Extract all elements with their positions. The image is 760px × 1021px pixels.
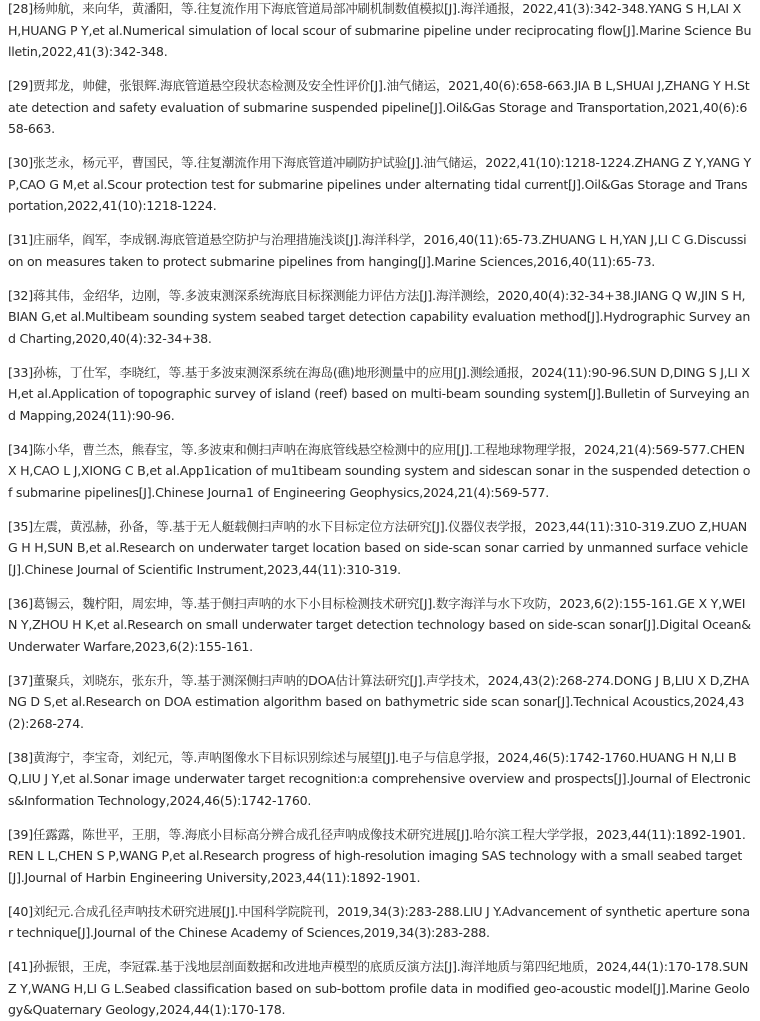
reference-number: [37]	[8, 672, 33, 688]
reference-text: 孙振银，王虎，李冠霖.基于浅地层剖面数据和改进地声模型的底质反演方法[J].海洋地质与第四纪地质，2024,44(1):170-178.SUN Z Y,WANG H,LI G L.Seabed classification based on sub-bottom profile data in modified geo-acoustic model[J].Marine Geology&Quaternary Geology,2024,44(1):170-178.	[8, 959, 750, 1017]
reference-text: 张芝永，杨元平，曹国民，等.往复潮流作用下海底管道冲刷防护试验[J].油气储运，2022,41(10):1218-1224.ZHANG Z Y,YANG Y P,CAO G M,et al.Scour protection test for submarine pipelines under alternating tidal current[J].Oil&Gas Storage and Transportation,2022,41(10):1218-1224.	[8, 155, 751, 213]
reference-text: 蒋其伟，金绍华，边刚，等.多波束测深系统海底目标探测能力评估方法[J].海洋测绘，2020,40(4):32-34+38.JIANG Q W,JIN S H,BIAN G,et al.Multibeam sounding system seabed target detection capability evaluation method[J].Hydrographic Survey and Charting,2020,40(4):32-34+38.	[8, 287, 751, 346]
reference-text: 左震，黄泓赫，孙备，等.基于无人艇载侧扫声呐的水下目标定位方法研究[J].仪器仪表学报，2023,44(11):310-319.ZUO Z,HUANG H H,SUN B,et al.Research on underwater target location based on side-scan sonar carried by unmanned surface vehicle[J].Chinese Journal of Scientific Instrument,2023,44(11):310-319.	[8, 518, 749, 577]
reference-number: [28]	[8, 1, 33, 16]
reference-number: [35]	[8, 518, 33, 534]
reference-text: 孙栋，丁仕军，李晓红，等.基于多波束测深系统在海岛(礁)地形测量中的应用[J].测绘通报，2024(11):90-96.SUN D,DING S J,LI X H,et al.Application of topographic survey of island (reef) based on multi-beam sounding system[J].Bulletin of Surveying and Mapping,2024(11):90-96.	[8, 364, 750, 423]
reference-31	[8, 229, 752, 272]
reference-35	[8, 516, 752, 581]
reference-41	[8, 956, 752, 1021]
reference-text: 陈小华，曹兰杰，熊春宝，等.多波束和侧扫声呐在海底管线悬空检测中的应用[J].工程地球物理学报，2024,21(4):569-577.CHEN X H,CAO L J,XIONG C B,et al.App1ication of mu1tibeam sounding system and sidescan sonar in the suspended detection of submarine pipelines[J].Chinese Journa1 of Engineering Geophysics,2024,21(4):569-577.	[8, 441, 751, 500]
reference-text: 黄海宁，李宝奇，刘纪元，等.声呐图像水下目标识别综述与展望[J].电子与信息学报，2024,46(5):1742-1760.HUANG H N,LI B Q,LIU J Y,et al.Sonar image underwater target recognition:a comprehensive overview and prospects[J].Journal of Electronics&Information Technology,2024,46(5):1742-1760.	[8, 749, 751, 808]
reference-number: [38]	[8, 749, 33, 765]
reference-number: [30]	[8, 155, 33, 170]
reference-28	[8, 0, 752, 63]
reference-number: [41]	[8, 959, 33, 974]
reference-40	[8, 901, 752, 944]
reference-39	[8, 824, 752, 889]
reference-text: 董聚兵，刘晓东，张东升，等.基于测深侧扫声呐的DOA估计算法研究[J].声学技术，2024,43(2):268-274.DONG J B,LIU X D,ZHANG D S,et al.Research on DOA estimation algorithm based on bathymetric side scan sonar[J].Technical Acoustics,2024,43(2):268-274.	[8, 672, 749, 731]
reference-number: [32]	[8, 287, 33, 303]
reference-text: 贾邦龙，帅健，张银辉.海底管道悬空段状态检测及安全性评价[J].油气储运，2021,40(6):658-663.JIA B L,SHUAI J,ZHANG Y H.State detection and safety evaluation of submarine suspended pipeline[J].Oil&Gas Storage and Transportation,2021,40(6):658-663.	[8, 78, 750, 136]
reference-number: [39]	[8, 826, 33, 842]
reference-34	[8, 439, 752, 504]
reference-text: 葛锡云，魏柠阳，周宏坤，等.基于侧扫声呐的水下小目标检测技术研究[J].数字海洋与水下攻防，2023,6(2):155-161.GE X Y,WEI N Y,ZHOU H K,et al.Research on small underwater target detection technology based on side-scan sonar[J].Digital Ocean&Underwater Warfare,2023,6(2):155-161.	[8, 595, 751, 654]
reference-33	[8, 362, 752, 427]
reference-36	[8, 593, 752, 658]
reference-number: [36]	[8, 595, 33, 611]
reference-number: [29]	[8, 78, 33, 93]
reference-text: 杨帅航，来向华，黄潘阳，等.往复流作用下海底管道局部冲刷机制数值模拟[J].海洋通报，2022,41(3):342-348.YANG S H,LAI X H,HUANG P Y,et al.Numerical simulation of local scour of submarine pipeline under reciprocating flow[J].Marine Science Bulletin,2022,41(3):342-348.	[8, 1, 752, 59]
reference-29	[8, 75, 752, 140]
reference-38	[8, 747, 752, 812]
reference-32	[8, 285, 752, 350]
reference-text: 庄丽华，阎军，李成钢.海底管道悬空防护与治理措施浅谈[J].海洋科学，2016,40(11):65-73.ZHUANG L H,YAN J,LI C G.Discussion on measures taken to protect submarine pipelines from hanging[J].Marine Sciences,2016,40(11):65-73.	[8, 232, 747, 269]
reference-30	[8, 152, 752, 217]
reference-text: 任露露，陈世平，王朋，等.海底小目标高分辨合成孔径声呐成像技术研究进展[J].哈尔滨工程大学学报，2023,44(11):1892-1901.REN L L,CHEN S P,WANG P,et al.Research progress of high-resolution imaging SAS technology with a small seabed target[J].Journal of Harbin Engineering University,2023,44(11):1892-1901.	[8, 826, 746, 885]
reference-number: [31]	[8, 232, 33, 247]
reference-37	[8, 670, 752, 735]
reference-text: 刘纪元.合成孔径声呐技术研究进展[J].中国科学院院刊，2019,34(3):283-288.LIU J Y.Advancement of synthetic aperture sonar technique[J].Journal of the Chinese Academy of Sciences,2019,34(3):283-288.	[8, 903, 750, 940]
reference-number: [34]	[8, 441, 33, 457]
reference-number: [40]	[8, 903, 33, 919]
reference-number: [33]	[8, 364, 33, 380]
